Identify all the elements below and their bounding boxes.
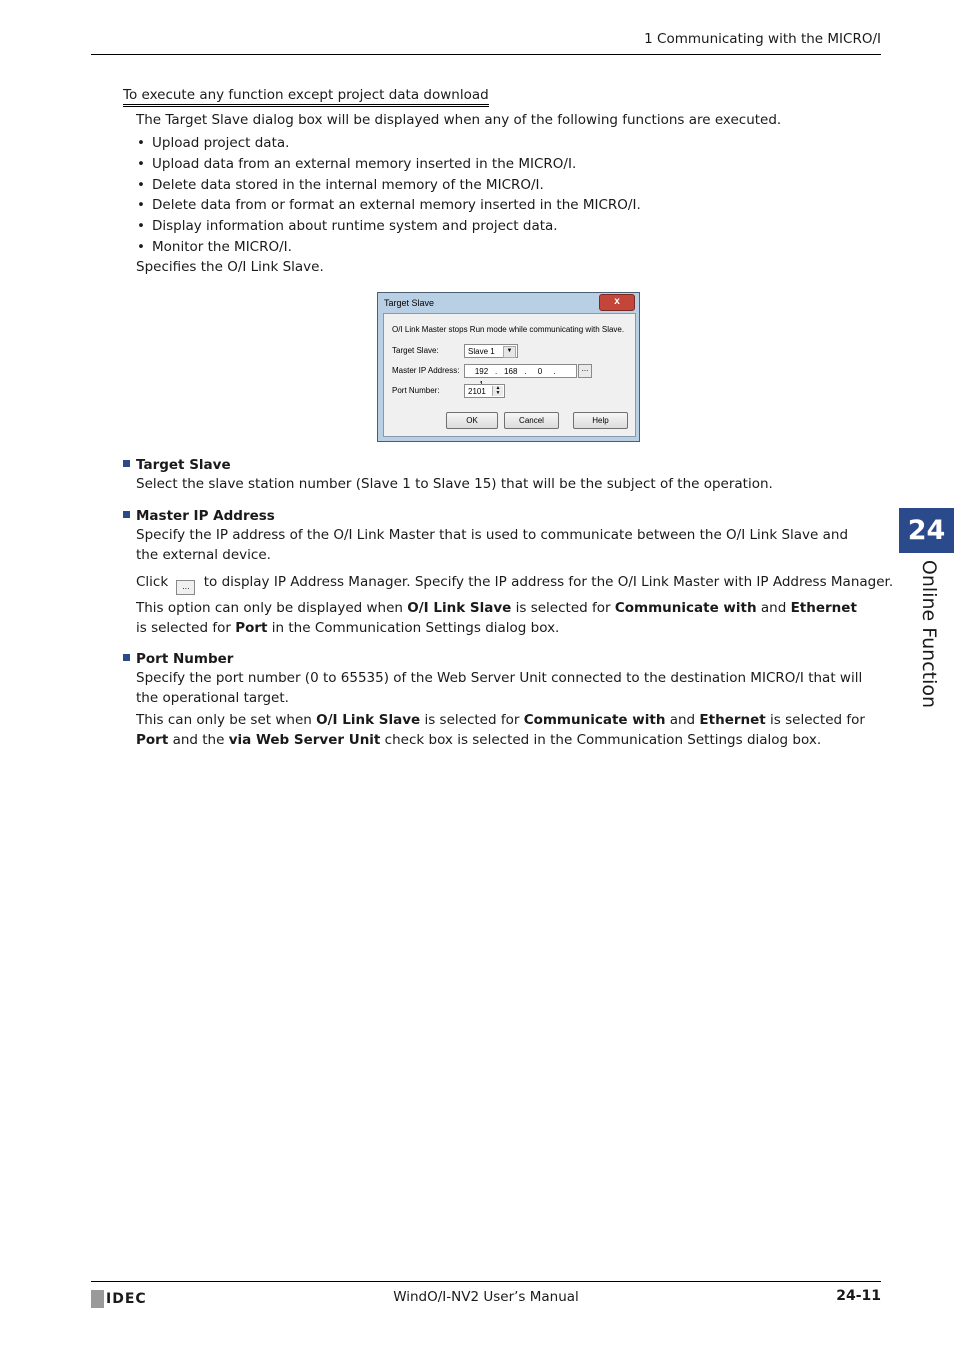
master-ip-label: Master IP Address:: [392, 366, 460, 375]
header-rule: [91, 54, 881, 55]
chevron-down-icon: ▼: [503, 346, 516, 358]
dialog-body: [383, 313, 636, 437]
logo-bar-icon: [91, 1290, 104, 1308]
square-bullet-icon: [123, 460, 130, 467]
port-number-heading: Port Number: [123, 651, 233, 667]
running-header: 1 Communicating with the MICRO/I: [644, 31, 881, 47]
list-item: • Delete data from or format an external memory inserted in the MICRO/I.: [137, 197, 641, 214]
list-item: • Upload project data.: [137, 135, 290, 151]
specifies-text: Specifies the O/I Link Slave.: [136, 259, 324, 275]
target-slave-dialog: [377, 292, 640, 442]
port-number-text: Specify the port number (0 to 65535) of the Web Server Unit connected to the destination MICRO/I that will the operational target.: [136, 670, 863, 706]
square-bullet-icon: [123, 654, 130, 661]
master-ip-field[interactable]: 192 . 168 . 0 .: [464, 364, 577, 378]
footer-rule: [91, 1281, 881, 1282]
manual-title: WindO/I-NV2 User’s Manual: [393, 1289, 579, 1305]
help-button[interactable]: Help: [573, 412, 628, 429]
square-bullet-icon: [123, 511, 130, 518]
master-ip-click-text: Click ... to display IP Address Manager. Specify the IP address for the O/I Link Master with IP Address Manager.: [136, 573, 893, 595]
master-ip-heading: Master IP Address: [123, 508, 275, 524]
intro-text: The Target Slave dialog box will be displayed when any of the following functions are executed.: [136, 112, 782, 128]
port-number-label: Port Number:: [392, 386, 440, 395]
target-slave-select[interactable]: Slave 1 ▼: [464, 344, 518, 358]
target-slave-heading: Target Slave: [123, 457, 231, 473]
browse-button-image: ...: [176, 580, 195, 595]
port-number-note: This can only be set when O/I Link Slave is selected for Communicate with and Ethernet is selected for Port and the via Web Server Unit check box is selected in the Communication Settings dialog box.: [136, 712, 865, 748]
chapter-tab: 24: [899, 508, 954, 553]
port-number-stepper[interactable]: 2101 ▲ ▼: [464, 384, 505, 398]
target-slave-label: Target Slave:: [392, 346, 439, 355]
list-item: • Delete data stored in the internal memory of the MICRO/I.: [137, 176, 544, 193]
chapter-label: Online Function: [918, 559, 940, 709]
list-item: • Upload data from an external memory inserted in the MICRO/I.: [137, 155, 577, 172]
target-slave-text: Select the slave station number (Slave 1 to Slave 15) that will be the subject of the operation.: [136, 476, 773, 492]
spin-arrows-icon[interactable]: ▲ ▼: [492, 386, 503, 396]
ok-button[interactable]: OK: [446, 412, 498, 429]
subheading: To execute any function except project data download: [123, 87, 489, 107]
page-number: 24-11: [836, 1288, 881, 1304]
idec-logo: IDEC: [91, 1290, 147, 1308]
cancel-button[interactable]: Cancel: [504, 412, 559, 429]
function-list: [137, 133, 641, 258]
list-item: • Display information about runtime system and project data.: [137, 218, 558, 235]
dialog-message: O/I Link Master stops Run mode while communicating with Slave.: [392, 325, 625, 334]
list-item: • Monitor the MICRO/I.: [137, 238, 292, 255]
dialog-title: Target Slave: [384, 298, 435, 308]
master-ip-text: Specify the IP address of the O/I Link Master that is used to communicate between the O/I Link Slave and the external device.: [136, 527, 849, 563]
master-ip-option-text: This option can only be displayed when O/I Link Slave is selected for Communicate with and Ethernet is selected for Port in the Communication Settings dialog box.: [136, 600, 857, 636]
ip-browse-button[interactable]: ...: [578, 364, 592, 378]
close-icon[interactable]: x: [599, 294, 635, 311]
